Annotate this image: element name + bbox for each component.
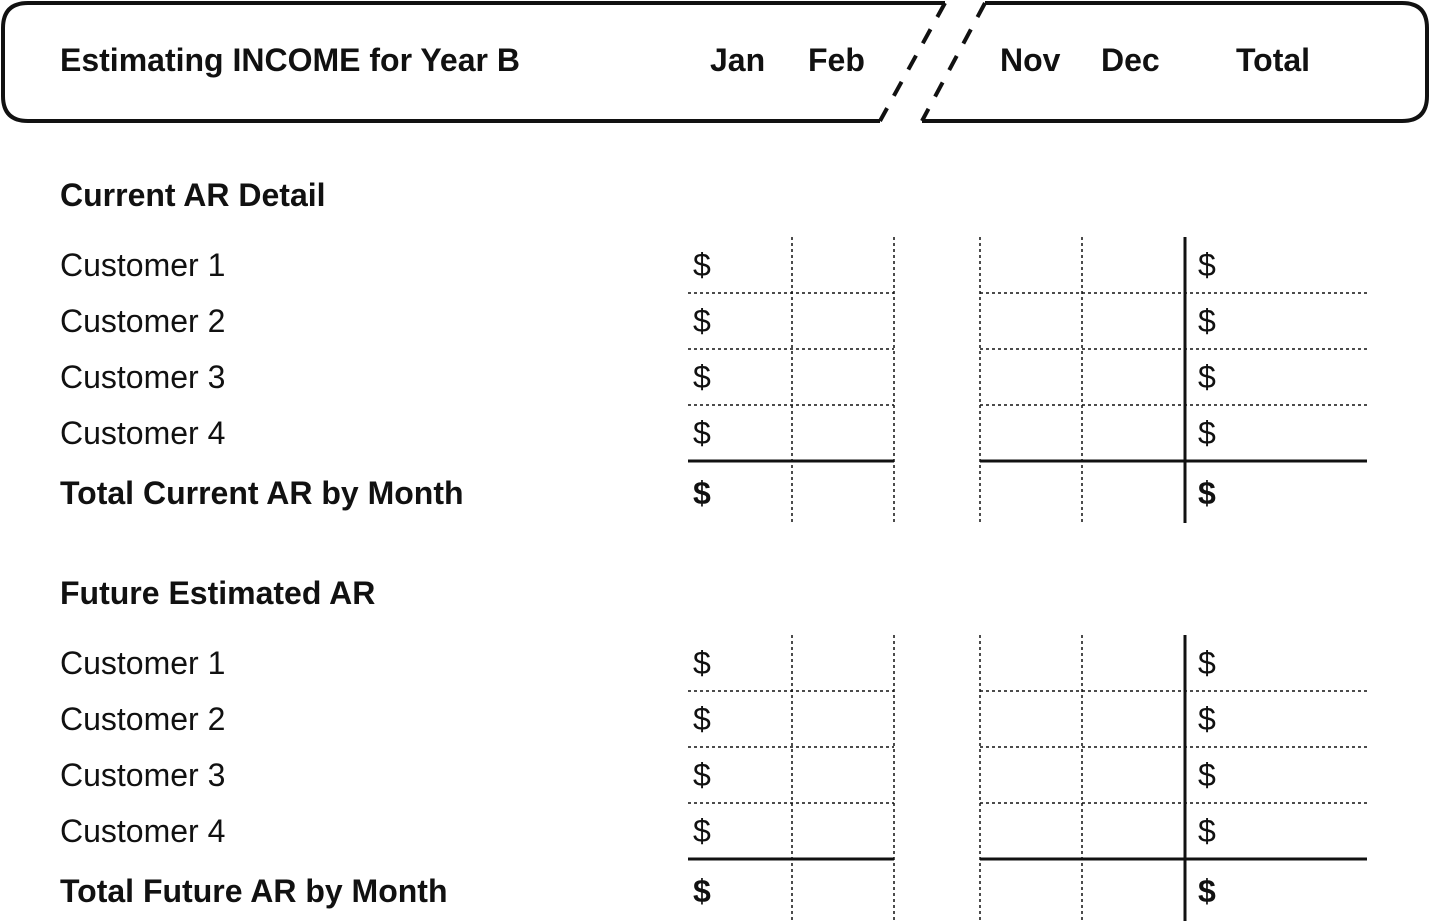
jan-total-currency[interactable]: $ <box>693 873 711 909</box>
grid-section-1 <box>688 237 1367 523</box>
total-row-label: Total Current AR by Month <box>60 475 464 511</box>
jan-cell-currency[interactable]: $ <box>693 303 711 339</box>
col-header-nov: Nov <box>1000 42 1061 78</box>
jan-cell-currency[interactable]: $ <box>693 359 711 395</box>
section-title-current: Current AR Detail <box>60 177 326 213</box>
total-cell-currency[interactable]: $ <box>1198 813 1216 849</box>
row-label: Customer 2 <box>60 701 226 737</box>
row-label: Customer 3 <box>60 359 226 395</box>
header-box-right <box>922 3 1427 121</box>
section-title-future: Future Estimated AR <box>60 575 376 611</box>
total-cell-currency[interactable]: $ <box>1198 303 1216 339</box>
row-label: Customer 4 <box>60 415 226 451</box>
grand-total-currency[interactable]: $ <box>1198 873 1216 909</box>
row-label: Customer 1 <box>60 247 226 283</box>
jan-cell-currency[interactable]: $ <box>693 701 711 737</box>
row-label: Customer 3 <box>60 757 226 793</box>
grid-section-2 <box>688 635 1367 921</box>
jan-cell-currency[interactable]: $ <box>693 247 711 283</box>
total-cell-currency[interactable]: $ <box>1198 415 1216 451</box>
jan-cell-currency[interactable]: $ <box>693 645 711 681</box>
row-label: Customer 4 <box>60 813 226 849</box>
total-cell-currency[interactable]: $ <box>1198 247 1216 283</box>
row-label: Customer 2 <box>60 303 226 339</box>
col-header-dec: Dec <box>1101 42 1160 78</box>
jan-cell-currency[interactable]: $ <box>693 757 711 793</box>
grand-total-currency[interactable]: $ <box>1198 475 1216 511</box>
total-cell-currency[interactable]: $ <box>1198 645 1216 681</box>
col-header-total: Total <box>1236 42 1311 78</box>
total-cell-currency[interactable]: $ <box>1198 701 1216 737</box>
jan-cell-currency[interactable]: $ <box>693 415 711 451</box>
total-cell-currency[interactable]: $ <box>1198 757 1216 793</box>
jan-cell-currency[interactable]: $ <box>693 813 711 849</box>
col-header-feb: Feb <box>808 42 865 78</box>
break-slash-right <box>922 3 985 121</box>
total-cell-currency[interactable]: $ <box>1198 359 1216 395</box>
row-label: Customer 1 <box>60 645 226 681</box>
col-header-jan: Jan <box>710 42 766 78</box>
jan-total-currency[interactable]: $ <box>693 475 711 511</box>
total-row-label: Total Future AR by Month <box>60 873 448 909</box>
page-title: Estimating INCOME for Year B <box>60 42 520 78</box>
break-slash-left <box>880 3 945 121</box>
